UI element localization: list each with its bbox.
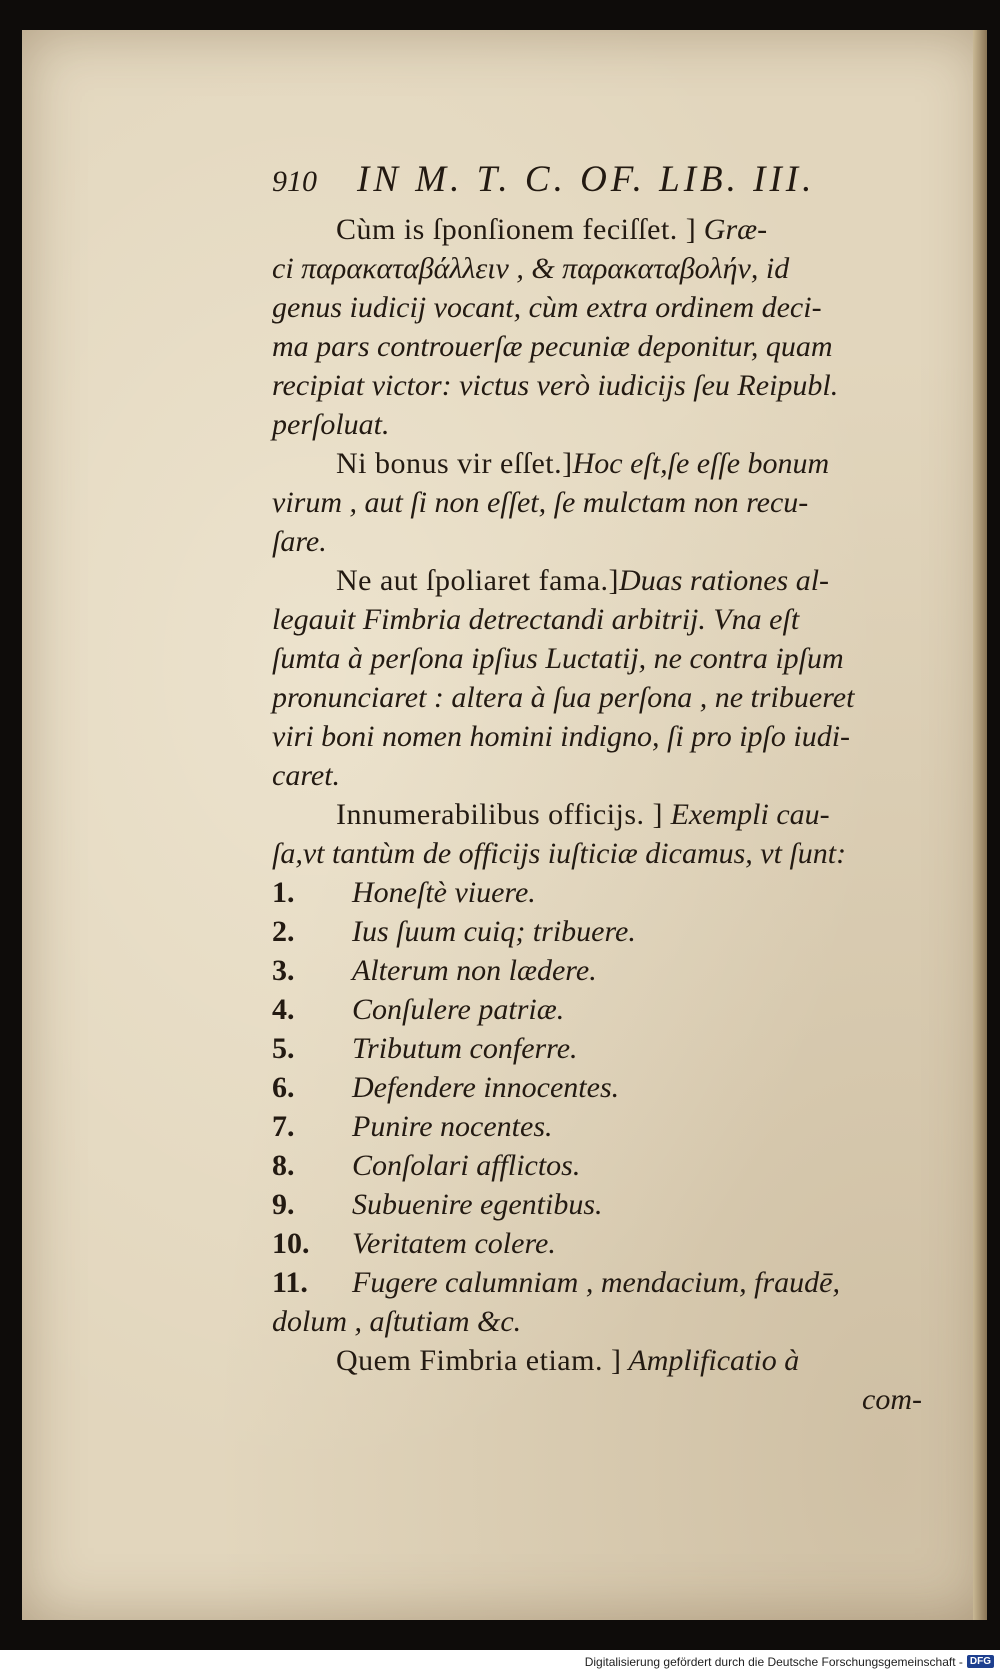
list-item <box>272 1029 922 1068</box>
text-line: legauit Fimbria detrectandi arbitrij. Vna eſt <box>272 603 800 636</box>
lemma: Ni bonus vir eſſet.] <box>336 447 573 480</box>
text-line: ſa,vt tantùm de officijs iuſticiæ dicamus, vt ſunt: <box>272 837 847 870</box>
list-item <box>272 1224 922 1263</box>
text-line: caret. <box>272 759 341 792</box>
page-edge <box>973 30 987 1620</box>
duties-list <box>272 873 922 1341</box>
text-line: ci παρακαταβάλλειν , & παρακαταβολήν, id <box>272 252 790 285</box>
list-number: 10. <box>272 1227 310 1260</box>
list-number: 9. <box>272 1188 295 1221</box>
list-item <box>272 951 922 990</box>
lemma: Quem Fimbria etiam. ] <box>336 1344 622 1377</box>
list-number: 7. <box>272 1110 295 1143</box>
running-title: IN M. T. C. OF. LIB. III. <box>357 159 816 200</box>
list-text: Defendere innocentes. <box>352 1071 620 1104</box>
list-item <box>272 990 922 1029</box>
catchword: com- <box>862 1383 922 1416</box>
lemma: Innumerabilibus officijs. ] <box>336 798 664 831</box>
gloss: Duas rationes al- <box>619 564 830 597</box>
list-text: Subuenire egentibus. <box>352 1188 603 1221</box>
list-text: Punire nocentes. <box>352 1110 553 1143</box>
list-number: 11. <box>272 1266 308 1299</box>
text-line <box>272 561 922 600</box>
list-text: Conſulere patriæ. <box>352 993 565 1026</box>
list-number: 2. <box>272 915 295 948</box>
lemma: Cùm is ſponſionem feciſſet. ] <box>336 213 697 246</box>
credit-text: Digitalisierung gefördert durch die Deutsche Forschungsgemeinschaft - <box>584 1654 963 1669</box>
list-number: 1. <box>272 876 295 909</box>
list-item <box>272 873 922 912</box>
page-text <box>272 158 922 1419</box>
list-number: 6. <box>272 1071 295 1104</box>
list-text: Tributum conferre. <box>352 1032 578 1065</box>
text-line: viri boni nomen homini indigno, ſi pro ipſo iudi- <box>272 720 851 753</box>
text-line: ſumta à perſona ipſius Luctatij, ne contra ipſum <box>272 642 844 675</box>
text-line: pronunciaret : altera à ſua perſona , ne tribueret <box>272 681 855 714</box>
dfg-logo: DFG <box>967 1655 994 1668</box>
list-number: 4. <box>272 993 295 1026</box>
text-line: ſare. <box>272 525 327 558</box>
text-line <box>272 210 922 249</box>
text-line: virum , aut ſi non eſſet, ſe mulctam non recu- <box>272 486 809 519</box>
list-number: 8. <box>272 1149 295 1182</box>
list-item <box>272 1107 922 1146</box>
text-line: recipiat victor: victus verò iudicijs ſeu Reipubl. <box>272 369 839 402</box>
list-item <box>272 1185 922 1224</box>
list-text: Conſolari afflictos. <box>352 1149 581 1182</box>
list-item <box>272 1263 922 1302</box>
list-text: Fugere calumniam , mendacium, fraudē, <box>352 1266 840 1299</box>
list-text: Honeſtè viuere. <box>352 876 536 909</box>
list-text: Ius ſuum cuiq; tribuere. <box>352 915 636 948</box>
list-item <box>272 1146 922 1185</box>
book-page <box>22 30 987 1620</box>
lemma: Ne aut ſpoliaret fama.] <box>336 564 620 597</box>
gloss: Hoc eſt,ſe eſſe bonum <box>572 447 830 480</box>
running-header <box>272 158 922 210</box>
list-text: Alterum non lædere. <box>352 954 597 987</box>
list-number: 5. <box>272 1032 295 1065</box>
text-line: genus iudicij vocant, cùm extra ordinem deci- <box>272 291 822 324</box>
list-text: Veritatem colere. <box>352 1227 556 1260</box>
list-item <box>272 1068 922 1107</box>
text-line: perſoluat. <box>272 408 390 441</box>
gloss: Exempli cau- <box>670 798 830 831</box>
list-number: 3. <box>272 954 295 987</box>
gloss: Amplificatio à <box>628 1344 800 1377</box>
text-line: ma pars controuerſæ pecuniæ deponitur, quam <box>272 330 833 363</box>
text-line <box>272 444 922 483</box>
gloss: Græ- <box>703 213 768 246</box>
page-number: 910 <box>272 165 317 198</box>
list-continuation: dolum , aſtutiam &c. <box>272 1305 522 1338</box>
digitization-credit <box>0 1650 1000 1673</box>
list-item <box>272 912 922 951</box>
text-line <box>272 795 922 834</box>
text-line <box>272 1341 922 1380</box>
